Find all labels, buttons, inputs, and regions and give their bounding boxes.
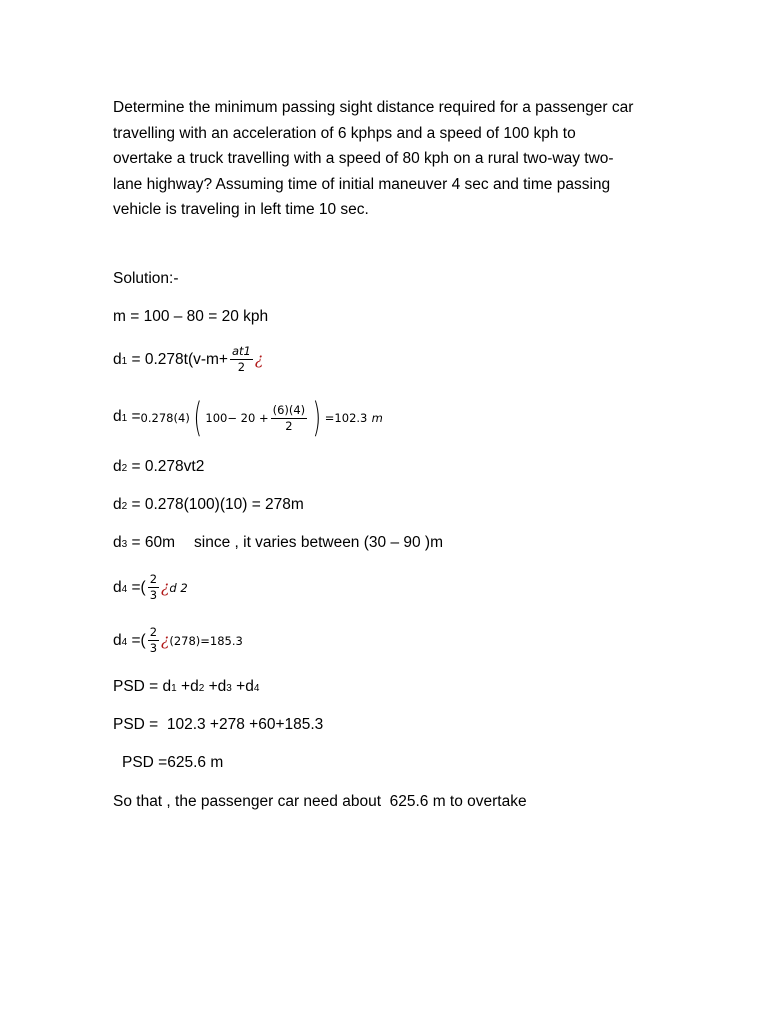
- problem-line-1: Determine the minimum passing sight distance required for a passenger car: [113, 99, 634, 116]
- d1-formula-line: d1 = 0.278t(v-m+ $\frac{at1}{2}$ ¿: [113, 344, 264, 375]
- solution-heading: Solution:-: [113, 270, 179, 287]
- problem-statement: [113, 95, 673, 223]
- d3-note: since , it varies between (30 – 90 )m: [194, 534, 443, 551]
- d4-calc-line: d4 =( $\frac{2}{3}$ ¿(278)=185.3: [113, 625, 243, 656]
- psd-formula-line: PSD = d1 +d2 +d3 +d4: [113, 678, 260, 695]
- m-line: m = 100 – 80 = 20 kph: [113, 308, 269, 325]
- placeholder-glyph: ¿: [161, 631, 170, 649]
- problem-line-5: vehicle is traveling in left time 10 sec.: [113, 201, 369, 218]
- d2-calc-line: d2 = 0.278(100)(10) = 278m: [113, 496, 304, 513]
- d2-formula-line: d2 = 0.278vt2: [113, 458, 205, 475]
- psd-sum-line: PSD = 102.3 +278 +60+185.3: [113, 716, 324, 733]
- problem-line-3: overtake a truck travelling with a speed of 80 kph on a rural two-way two-: [113, 150, 614, 167]
- d4-formula-line: d4 =( $\frac{2}{3}$ ¿d 2: [113, 572, 188, 603]
- d1-fraction: $\frac{at1}{2}$: [231, 344, 251, 375]
- placeholder-glyph: ¿: [254, 350, 264, 368]
- psd-result-line: PSD =625.6 m: [122, 754, 224, 771]
- problem-line-2: travelling with an acceleration of 6 kphps and a speed of 100 kph to: [113, 124, 576, 142]
- d3-line: d3 = 60m since , it varies between (30 – 90 )m: [113, 534, 443, 551]
- d4-calc-fraction: $\frac{2}{3}$: [149, 625, 158, 656]
- d1-calc-fraction: $\frac{(6)(4)}{2}$: [272, 402, 306, 433]
- d1-calc-line: d1 =0.278(4)( 100− 20 + $\frac{(6)(4)}{2}$ ) =102.3 m: [113, 395, 383, 441]
- d4-fraction: $\frac{2}{3}$: [149, 572, 158, 603]
- problem-line-4: lane highway? Assuming time of initial maneuver 4 sec and time passing: [113, 175, 611, 193]
- conclusion-line: So that , the passenger car need about 625.6 m to overtake: [113, 793, 527, 810]
- placeholder-glyph: ¿: [161, 578, 170, 596]
